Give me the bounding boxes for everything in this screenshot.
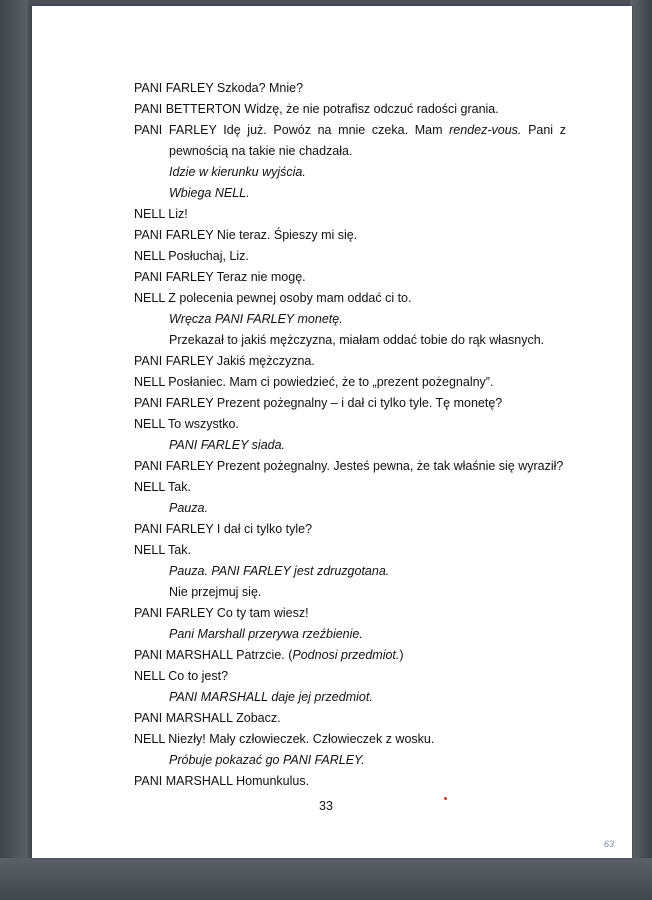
stage-direction: PANI FARLEY siada. (169, 438, 286, 452)
inline-italic-text: Podnosi przedmiot. (292, 648, 400, 662)
dialogue-line: NELL Posłuchaj, Liz. (134, 249, 249, 263)
dialogue-line: PANI FARLEY I dał ci tylko tyle? (134, 522, 313, 536)
dialogue-line: PANI FARLEY Nie teraz. Śpieszy mi się. (134, 228, 358, 242)
dialogue-line (134, 645, 566, 666)
dialogue-line: NELL Liz! (134, 207, 188, 221)
stage-direction: Idzie w kierunku wyjścia. (169, 165, 306, 179)
dialogue-line: NELL Tak. (134, 543, 191, 557)
dialogue-line: PANI MARSHALL Homunkulus. (134, 774, 310, 788)
dialogue-line: NELL Co to jest? (134, 669, 229, 683)
dialogue-line: PANI FARLEY Teraz nie mogę. (134, 270, 306, 284)
dialogue-line: NELL Z polecenia pewnej osoby mam oddać ci to. (134, 291, 412, 305)
dialogue-continuation: Przekazał to jakiś mężczyzna, miałam oddać tobie do rąk własnych. (169, 333, 545, 347)
stage-direction: Próbuje pokazać go PANI FARLEY. (169, 753, 365, 767)
dialogue-line: NELL Posłaniec. Mam ci powiedzieć, że to „prezent pożegnalny”. (134, 375, 494, 389)
dialogue-continuation: Nie przejmuj się. (169, 585, 262, 599)
inline-text: PANI FARLEY Idę już. Powóz na mnie czeka. Mam (134, 123, 450, 137)
page-number: 33 (319, 799, 333, 813)
dialogue-line: PANI FARLEY Co ty tam wiesz! (134, 606, 309, 620)
stage-direction: Pani Marshall przerywa rzeźbienie. (169, 627, 363, 641)
play-script-text (134, 78, 566, 792)
dialogue-line (134, 120, 566, 162)
dialogue-line: NELL Tak. (134, 480, 191, 494)
dialogue-line: PANI FARLEY Szkoda? Mnie? (134, 81, 304, 95)
dialogue-line: PANI MARSHALL Zobacz. (134, 711, 281, 725)
stage-direction: Wbiega NELL. (169, 186, 250, 200)
dialogue-line: NELL Niezły! Mały człowieczek. Człowieczek z wosku. (134, 732, 435, 746)
inline-text: PANI MARSHALL Patrzcie. ( (134, 648, 293, 662)
scan-background-left (0, 0, 28, 900)
handwritten-margin-mark: 63 (604, 839, 615, 849)
stage-direction: PANI MARSHALL daje jej przedmiot. (169, 690, 373, 704)
stage-direction: Pauza. PANI FARLEY jest zdruzgotana. (169, 564, 390, 578)
inline-italic-text: rendez-vous. (449, 123, 522, 137)
stage-direction: Wręcza PANI FARLEY monetę. (169, 312, 343, 326)
dialogue-line: PANI FARLEY Prezent pożegnalny – i dał ci tylko tyle. Tę monetę? (134, 396, 503, 410)
scan-background-right (630, 0, 652, 900)
dialogue-line: PANI BETTERTON Widzę, że nie potrafisz odczuć radości grania. (134, 102, 499, 116)
dialogue-line: NELL To wszystko. (134, 417, 239, 431)
inline-text: ) (399, 648, 404, 662)
inline-text: Pani z pewnością na takie nie chadzała. (169, 123, 566, 158)
stage-direction: Pauza. (169, 501, 208, 515)
scan-background-bottom (0, 858, 652, 900)
dialogue-line: PANI FARLEY Prezent pożegnalny. Jesteś pewna, że tak właśnie się wyraził? (134, 459, 564, 473)
dialogue-line: PANI FARLEY Jakiś mężczyzna. (134, 354, 315, 368)
